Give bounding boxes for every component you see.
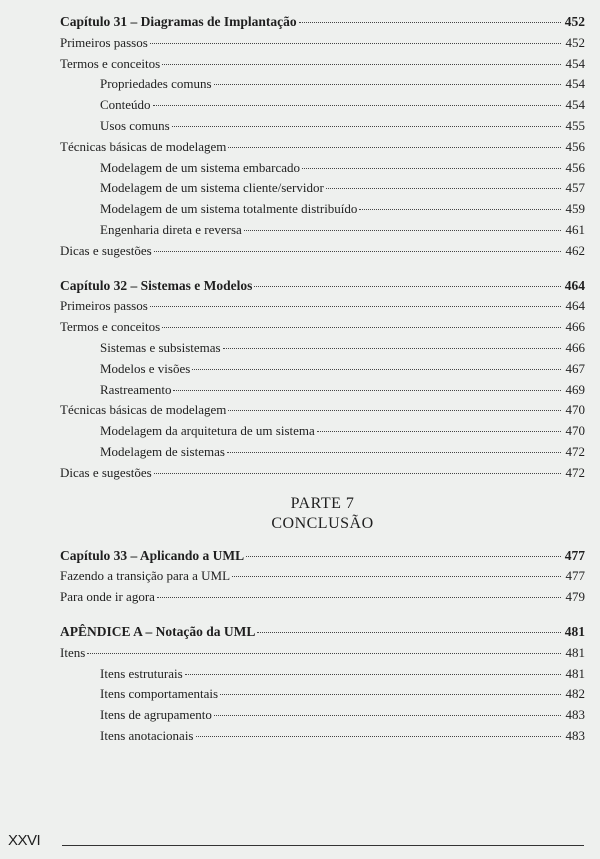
toc-entry-title: Primeiros passos xyxy=(60,298,148,314)
dot-leader xyxy=(150,33,561,44)
toc-entry-title: Técnicas básicas de modelagem xyxy=(60,138,227,154)
dot-leader xyxy=(172,116,561,127)
toc-entry-page: 464 xyxy=(565,298,585,314)
toc-entry-title: Capítulo 33 – Aplicando a UML xyxy=(60,547,245,563)
dot-leader xyxy=(173,380,561,391)
toc-entry xyxy=(60,76,585,97)
toc-entry xyxy=(60,402,585,423)
toc-list-part-7 xyxy=(60,548,585,749)
toc-entry-page: 467 xyxy=(565,360,585,376)
toc-chapter-entry xyxy=(60,14,585,35)
toc-entry xyxy=(60,645,585,666)
toc-entry-page: 452 xyxy=(565,34,585,50)
toc-entry-page: 472 xyxy=(565,464,585,480)
toc-entry xyxy=(60,382,585,403)
dot-leader xyxy=(162,317,561,328)
toc-entry-title: Dicas e sugestões xyxy=(60,242,152,258)
toc-entry-page: 452 xyxy=(564,14,585,29)
toc-entry-title: Engenharia direta e reversa xyxy=(100,221,242,237)
toc-entry xyxy=(60,56,585,77)
toc-entry-title: Modelagem de um sistema totalmente distribuído xyxy=(100,201,358,217)
toc-entry xyxy=(60,728,585,749)
dot-leader xyxy=(257,622,561,633)
toc-entry-page: 466 xyxy=(565,339,585,355)
toc-entry-page: 479 xyxy=(565,589,585,605)
toc-entry xyxy=(60,666,585,687)
dot-leader xyxy=(150,296,561,307)
toc-chapter-entry xyxy=(60,278,585,299)
dot-leader xyxy=(246,546,561,557)
toc-entry xyxy=(60,201,585,222)
toc-entry xyxy=(60,361,585,382)
toc-entry xyxy=(60,118,585,139)
toc-entry-page: 470 xyxy=(565,423,585,439)
dot-leader xyxy=(232,566,561,577)
toc-entry-title: Modelos e visões xyxy=(100,360,191,376)
toc-entry xyxy=(60,340,585,361)
page-number: XXVI xyxy=(8,832,41,849)
dot-leader xyxy=(192,359,561,370)
toc-entry-page: 470 xyxy=(565,402,585,418)
toc-entry-page: 483 xyxy=(565,707,585,723)
toc-entry-page: 464 xyxy=(564,277,585,293)
toc-entry-title: Rastreamento xyxy=(100,381,172,397)
toc-entry-page: 477 xyxy=(564,547,585,563)
toc-entry-title: Itens de agrupamento xyxy=(100,707,212,723)
toc-entry-title: APÊNDICE A – Notação da UML xyxy=(60,623,256,639)
toc-entry-title: Itens xyxy=(60,644,86,660)
toc-entry-page: 477 xyxy=(565,568,585,584)
toc-entry-title: Capítulo 31 – Diagramas de Implantação xyxy=(60,14,297,29)
toc-entry xyxy=(60,589,585,610)
toc-entry xyxy=(60,444,585,465)
toc-entry-title: Sistemas e subsistemas xyxy=(100,339,221,355)
toc-entry xyxy=(60,222,585,243)
toc-entry-title: Modelagem da arquitetura de um sistema xyxy=(100,423,315,439)
toc-entry-page: 483 xyxy=(565,727,585,743)
dot-leader xyxy=(153,95,561,106)
toc-entry xyxy=(60,707,585,728)
toc-entry xyxy=(60,97,585,118)
toc-entry-title: Modelagem de um sistema embarcado xyxy=(100,159,300,175)
toc-entry-page: 462 xyxy=(565,242,585,258)
dot-leader xyxy=(254,276,561,287)
toc-entry xyxy=(60,243,585,264)
toc-entry xyxy=(60,298,585,319)
toc-entry xyxy=(60,465,585,486)
dot-leader xyxy=(228,400,561,411)
toc-entry-page: 457 xyxy=(565,180,585,196)
toc-entry-page: 469 xyxy=(565,381,585,397)
toc-entry-title: Modelagem de um sistema cliente/servidor xyxy=(100,180,324,196)
dot-leader xyxy=(244,220,561,231)
toc-list-part-6 xyxy=(60,14,585,486)
dot-leader xyxy=(220,684,561,695)
toc-entry-title: Itens anotacionais xyxy=(100,727,194,743)
dot-leader xyxy=(185,664,561,675)
toc-entry-page: 482 xyxy=(565,686,585,702)
toc-entry-page: 456 xyxy=(565,159,585,175)
toc-entry-title: Para onde ir agora xyxy=(60,589,155,605)
toc-entry-title: Técnicas básicas de modelagem xyxy=(60,402,227,418)
toc-chapter-entry xyxy=(60,548,585,569)
dot-leader xyxy=(157,587,561,598)
toc-entry-title: Itens estruturais xyxy=(100,665,183,681)
dot-leader xyxy=(214,74,561,85)
toc-entry-title: Usos comuns xyxy=(100,117,170,133)
part-title: CONCLUSÃO xyxy=(271,514,374,532)
toc-chapter-entry xyxy=(60,624,585,645)
table-of-contents xyxy=(60,14,585,749)
toc-entry xyxy=(60,160,585,181)
part-heading xyxy=(60,494,585,534)
dot-leader xyxy=(317,421,561,432)
toc-entry xyxy=(60,568,585,589)
toc-entry-page: 456 xyxy=(565,138,585,154)
toc-entry-title: Capítulo 32 – Sistemas e Modelos xyxy=(60,277,253,293)
toc-entry-page: 459 xyxy=(565,201,585,217)
toc-entry xyxy=(60,180,585,201)
toc-entry-page: 455 xyxy=(565,117,585,133)
dot-leader xyxy=(154,241,561,252)
toc-entry-page: 454 xyxy=(565,76,585,92)
toc-entry-title: Conteúdo xyxy=(100,97,151,113)
toc-entry xyxy=(60,686,585,707)
toc-entry-page: 481 xyxy=(565,644,585,660)
dot-leader xyxy=(196,726,562,737)
toc-entry-page: 481 xyxy=(565,665,585,681)
dot-leader xyxy=(227,442,561,453)
dot-leader xyxy=(162,54,561,65)
toc-entry-title: Termos e conceitos xyxy=(60,319,161,335)
toc-entry xyxy=(60,35,585,56)
toc-entry-title: Primeiros passos xyxy=(60,34,148,50)
toc-entry-title: Dicas e sugestões xyxy=(60,464,152,480)
dot-leader xyxy=(299,12,561,23)
toc-entry-page: 472 xyxy=(565,443,585,459)
toc-entry-title: Modelagem de sistemas xyxy=(100,443,225,459)
footer-rule xyxy=(62,845,584,846)
part-label: PARTE 7 xyxy=(290,494,355,512)
toc-entry-title: Termos e conceitos xyxy=(60,55,161,71)
dot-leader xyxy=(214,705,561,716)
toc-entry-page: 466 xyxy=(565,319,585,335)
toc-entry-title: Propriedades comuns xyxy=(100,76,212,92)
toc-entry-page: 481 xyxy=(564,623,585,639)
dot-leader xyxy=(326,178,561,189)
toc-entry xyxy=(60,423,585,444)
dot-leader xyxy=(223,338,561,349)
toc-entry xyxy=(60,319,585,340)
dot-leader xyxy=(359,199,561,210)
toc-entry-page: 461 xyxy=(565,221,585,237)
toc-entry-title: Fazendo a transição para a UML xyxy=(60,568,231,584)
dot-leader xyxy=(154,463,561,474)
toc-entry-title: Itens comportamentais xyxy=(100,686,219,702)
toc-entry-page: 454 xyxy=(565,55,585,71)
toc-entry-page: 454 xyxy=(565,97,585,113)
dot-leader xyxy=(87,643,561,654)
dot-leader xyxy=(302,158,561,169)
dot-leader xyxy=(228,137,561,148)
toc-entry xyxy=(60,139,585,160)
